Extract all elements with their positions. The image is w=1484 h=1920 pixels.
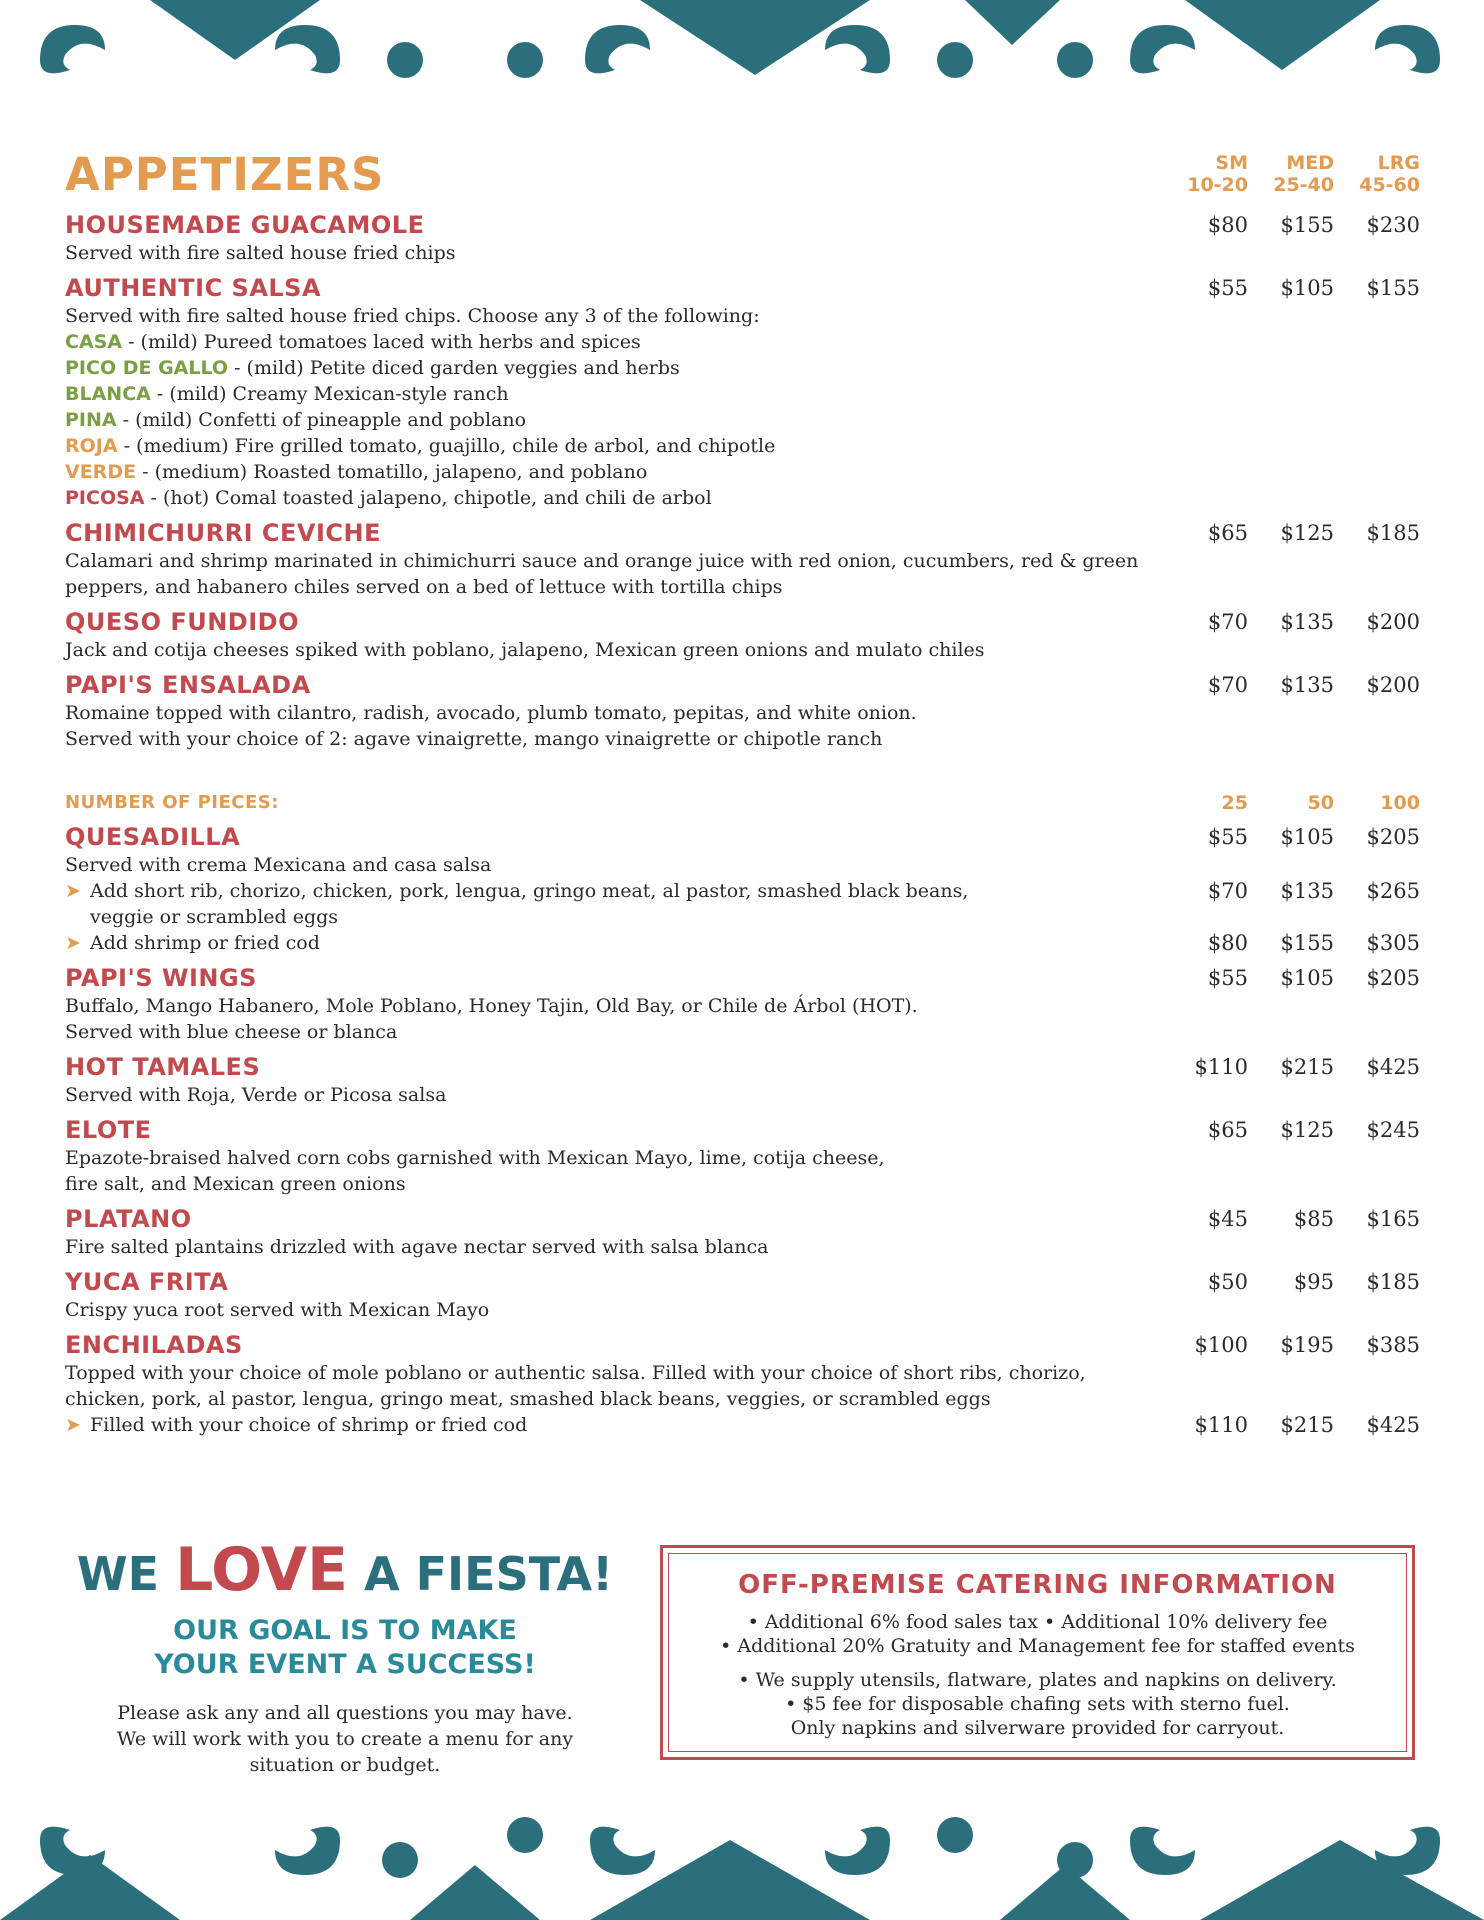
salsa-option: BLANCA - (mild) Creamy Mexican-style ranch	[65, 383, 509, 405]
item-prices: $55 $105 $205	[1207, 825, 1420, 849]
bottom-decorative-border	[0, 1800, 1484, 1920]
menu-item	[65, 210, 1420, 266]
addon-option: ➤ Add short rib, chorizo, chicken, pork, lengua, gringo meat, al pastor, smashed black beans, veggie or scrambled eggs $70 $135 $265	[65, 878, 1420, 930]
item-description: Crispy yuca root served with Mexican Mayo	[65, 1299, 490, 1321]
item-prices: $70 $135 $200	[1207, 610, 1420, 634]
item-prices: $70 $135 $200	[1207, 673, 1420, 697]
item-prices: $45 $85 $165	[1207, 1207, 1420, 1231]
item-prices: $80 $155 $230	[1207, 213, 1420, 237]
item-description: Calamari and shrimp marinated in chimichurri sauce and orange juice with red onion, cucumbers, red & green peppers, and habanero chiles served on a bed of lettuce with tortilla chips	[65, 550, 1139, 598]
pieces-counts: 25 50 100	[1221, 792, 1420, 814]
menu-item	[65, 822, 1420, 956]
item-name: PAPI'S ENSALADA	[65, 671, 311, 699]
item-name: PLATANO	[65, 1205, 192, 1233]
page-title: APPETIZERS	[65, 148, 385, 201]
menu-item	[65, 963, 1420, 1045]
menu-item	[65, 1052, 1420, 1108]
catering-line: • Additional 6% food sales tax • Additional 10% delivery fee	[747, 1611, 1328, 1633]
item-description: Romaine topped with cilantro, radish, avocado, plumb tomato, pepitas, and white onion.	[65, 702, 917, 724]
goal-text: OUR GOAL IS TO MAKE YOUR EVENT A SUCCESS!	[154, 1615, 536, 1680]
item-description: Served with crema Mexicana and casa salsa	[65, 854, 492, 876]
item-name: ENCHILADAS	[65, 1331, 243, 1359]
menu-item	[65, 670, 1420, 752]
item-name: ELOTE	[65, 1116, 152, 1144]
addon-option: ➤ Filled with your choice of shrimp or fried cod $110 $215 $425	[65, 1412, 1420, 1438]
catering-line: • Additional 20% Gratuity and Management fee for staffed events	[720, 1635, 1355, 1657]
arrow-icon: ➤	[65, 1414, 81, 1436]
pieces-label: NUMBER OF PIECES:	[65, 792, 279, 813]
salsa-option: PICO DE GALLO - (mild) Petite diced garden veggies and herbs	[65, 357, 680, 379]
item-description: Buffalo, Mango Habanero, Mole Poblano, Honey Tajin, Old Bay, or Chile de Árbol (HOT).	[65, 995, 918, 1017]
salsa-option: PICOSA - (hot) Comal toasted jalapeno, chipotle, and chili de arbol	[65, 487, 712, 509]
fiesta-heading: WE LOVE A FIESTA!	[76, 1535, 614, 1605]
salsa-option: PINA - (mild) Confetti of pineapple and poblano	[65, 409, 527, 431]
menu-content	[65, 140, 1420, 1445]
item-description: Served with your choice of 2: agave vinaigrette, mango vinaigrette or chipotle ranch	[65, 728, 883, 750]
catering-line: • $5 fee for disposable chafing sets with sterno fuel.	[785, 1693, 1290, 1715]
item-name: YUCA FRITA	[65, 1268, 229, 1296]
item-description: Jack and cotija cheeses spiked with poblano, jalapeno, Mexican green onions and mulato chiles	[65, 639, 985, 661]
item-description: Epazote-braised halved corn cobs garnished with Mexican Mayo, lime, cotija cheese,	[65, 1147, 885, 1169]
item-prices: $110 $215 $425	[1194, 1055, 1420, 1079]
size-sm: SM 10-20	[1187, 152, 1248, 196]
addon-prices: $80 $155 $305	[1207, 931, 1420, 955]
appetizers-header	[65, 140, 1420, 210]
item-name: AUTHENTIC SALSA	[65, 274, 322, 302]
addon-option: ➤ Add shrimp or fried cod $80 $155 $305	[65, 930, 1420, 956]
ask-text: Please ask any and all questions you may have. We will work with you to create a menu for any situation or budget.	[116, 1702, 574, 1776]
arrow-icon: ➤	[65, 880, 81, 902]
size-med: MED 25-40	[1273, 152, 1334, 196]
item-prices: $55 $105 $205	[1207, 966, 1420, 990]
menu-item	[65, 1204, 1420, 1260]
menu-item	[65, 518, 1420, 600]
item-description: fire salt, and Mexican green onions	[65, 1173, 406, 1195]
item-description: Served with blue cheese or blanca	[65, 1021, 398, 1043]
menu-item	[65, 273, 1420, 511]
salsa-option: VERDE - (medium) Roasted tomatillo, jalapeno, and poblano	[65, 461, 648, 483]
catering-line: • We supply utensils, flatware, plates and napkins on delivery.	[738, 1669, 1337, 1691]
catering-line: Only napkins and silverware provided for carryout.	[790, 1717, 1285, 1739]
addon-prices: $110 $215 $425	[1194, 1413, 1420, 1437]
catering-info-box	[660, 1545, 1415, 1760]
item-name: PAPI'S WINGS	[65, 964, 257, 992]
item-prices: $50 $95 $185	[1207, 1270, 1420, 1294]
addon-prices: $70 $135 $265	[1207, 879, 1420, 903]
menu-item	[65, 1115, 1420, 1197]
item-name: QUESADILLA	[65, 823, 241, 851]
item-description: Fire salted plantains drizzled with agave nectar served with salsa blanca	[65, 1236, 769, 1258]
item-description: Served with fire salted house fried chips	[65, 242, 456, 264]
salsa-option: ROJA - (medium) Fire grilled tomato, guajillo, chile de arbol, and chipotle	[65, 435, 776, 457]
menu-item	[65, 1330, 1420, 1438]
item-description: Served with Roja, Verde or Picosa salsa	[65, 1084, 447, 1106]
item-description: Topped with your choice of mole poblano or authentic salsa. Filled with your choice of short ribs, chorizo,	[65, 1362, 1086, 1384]
menu-item	[65, 607, 1420, 663]
item-prices: $65 $125 $245	[1207, 1118, 1420, 1142]
pieces-header	[65, 782, 1420, 822]
item-description: Served with fire salted house fried chips. Choose any 3 of the following:	[65, 305, 760, 327]
item-prices: $65 $125 $185	[1207, 521, 1420, 545]
salsa-option: CASA - (mild) Pureed tomatoes laced with herbs and spices	[65, 331, 641, 353]
item-name: CHIMICHURRI CEVICHE	[65, 519, 381, 547]
menu-item	[65, 1267, 1420, 1323]
size-columns	[1162, 152, 1420, 196]
arrow-icon: ➤	[65, 932, 81, 954]
item-prices: $100 $195 $385	[1194, 1333, 1420, 1357]
size-lrg: LRG 45-60	[1359, 152, 1420, 196]
item-prices: $55 $105 $155	[1207, 276, 1420, 300]
item-description: chicken, pork, al pastor, lengua, gringo meat, smashed black beans, veggies, or scrambled eggs	[65, 1388, 991, 1410]
fiesta-section	[65, 1535, 625, 1778]
item-name: QUESO FUNDIDO	[65, 608, 299, 636]
item-name: HOUSEMADE GUACAMOLE	[65, 211, 425, 239]
top-decorative-border	[0, 0, 1484, 120]
item-name: HOT TAMALES	[65, 1053, 261, 1081]
catering-title: OFF-PREMISE CATERING INFORMATION	[738, 1570, 1337, 1600]
